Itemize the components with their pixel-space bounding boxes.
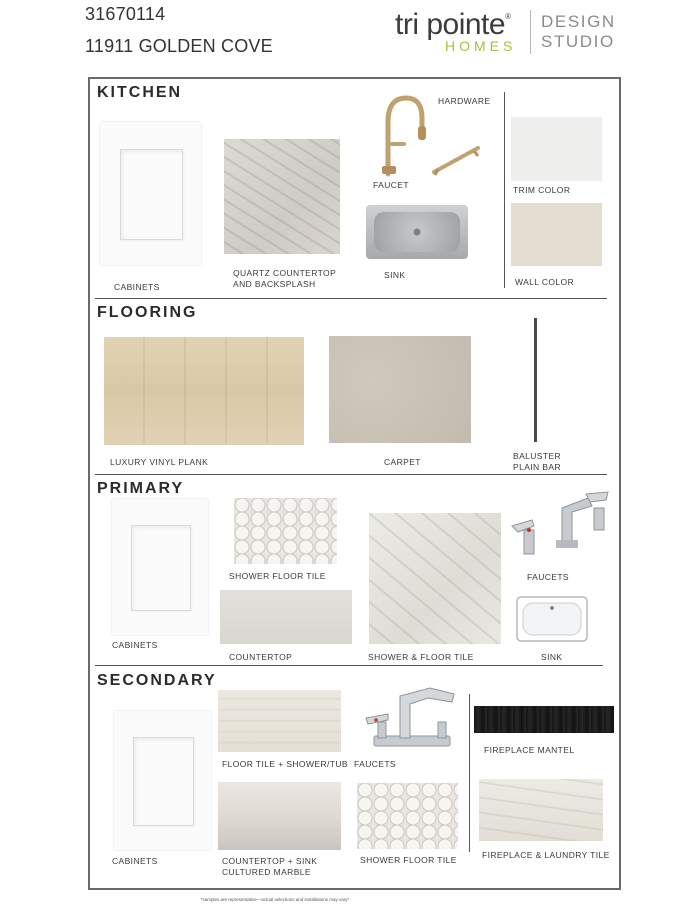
flooring-title: FLOORING: [97, 304, 198, 321]
flooring-rule: [95, 474, 607, 475]
cabinet-pull-image: [430, 142, 482, 176]
trim-color-label: TRIM COLOR: [513, 185, 571, 195]
sink-label: SINK: [384, 270, 406, 280]
carpet-swatch: [329, 336, 471, 443]
logo-homes: HOMES: [445, 38, 517, 54]
wall-color-swatch: [511, 203, 602, 266]
logo-design-studio: DESIGN STUDIO: [541, 12, 616, 51]
secondary-cabinets-label: CABINETS: [112, 856, 158, 866]
secondary-floor-tile-label: FLOOR TILE + SHOWER/TUB: [222, 759, 348, 769]
primary-shower-floor-tile-label: SHOWER & FLOOR TILE: [368, 652, 474, 662]
primary-faucets-label: FAUCETS: [527, 572, 570, 582]
countertop-label: QUARTZ COUNTERTOP AND BACKSPLASH: [233, 268, 337, 289]
plan-id: 31670114: [85, 4, 166, 24]
primary-title: PRIMARY: [97, 480, 185, 497]
primary-faucets-image: [510, 490, 614, 556]
fireplace-mantel-label: FIREPLACE MANTEL: [484, 745, 575, 755]
lvp-label: LUXURY VINYL PLANK: [110, 457, 209, 467]
carpet-label: CARPET: [384, 457, 421, 467]
faucet-label: FAUCET: [373, 180, 409, 190]
baluster-label: BALUSTER PLAIN BAR: [513, 451, 562, 472]
primary-cabinet-swatch: [112, 499, 208, 635]
secondary-vanity-image: [218, 782, 341, 850]
kitchen-rule: [95, 298, 607, 299]
wall-color-label: WALL COLOR: [515, 277, 575, 287]
kitchen-sink-image: [366, 205, 468, 259]
logo-wordmark: tri pointe®: [395, 8, 511, 41]
hardware-label: HARDWARE: [438, 96, 491, 106]
secondary-floor-tile-swatch: [218, 690, 341, 752]
kitchen-divider: [504, 92, 505, 288]
secondary-countertop-label: COUNTERTOP + SINK CULTURED MARBLE: [222, 856, 318, 877]
secondary-shower-floor-swatch: [357, 783, 458, 849]
baluster-image: [534, 318, 537, 442]
primary-rule: [95, 665, 603, 666]
logo-divider: [530, 10, 531, 54]
primary-shower-floor-swatch: [234, 498, 337, 564]
primary-sink-image: [516, 596, 588, 642]
trim-color-swatch: [511, 117, 602, 181]
secondary-shower-floor-label: SHOWER FLOOR TILE: [360, 855, 457, 865]
lvp-swatch: [104, 337, 304, 445]
secondary-title: SECONDARY: [97, 672, 217, 689]
kitchen-faucet-image: [370, 92, 430, 178]
primary-countertop-swatch: [220, 590, 352, 644]
fireplace-mantel-swatch: [474, 706, 614, 733]
quartz-swatch: [224, 139, 340, 254]
fireplace-laundry-tile-label: FIREPLACE & LAUNDRY TILE: [482, 850, 610, 860]
disclaimer-note: *samples are representative—actual selections and installations may vary*: [200, 897, 350, 902]
secondary-divider: [469, 694, 470, 852]
address: 11911 GOLDEN COVE: [85, 36, 273, 56]
secondary-cabinet-swatch: [114, 711, 211, 850]
primary-sink-label: SINK: [541, 652, 563, 662]
kitchen-cabinet-swatch: [100, 122, 201, 265]
tri-pointe-logo: [395, 8, 625, 58]
fireplace-laundry-tile-swatch: [479, 779, 603, 841]
primary-cabinets-label: CABINETS: [112, 640, 158, 650]
primary-marble-swatch: [369, 513, 501, 644]
primary-countertop-label: COUNTERTOP: [229, 652, 293, 662]
kitchen-cabinets-label: CABINETS: [114, 282, 160, 292]
primary-shower-floor-label: SHOWER FLOOR TILE: [229, 571, 326, 581]
secondary-faucets-label: FAUCETS: [354, 759, 397, 769]
secondary-faucets-image: [364, 684, 460, 754]
kitchen-title: KITCHEN: [97, 84, 183, 101]
